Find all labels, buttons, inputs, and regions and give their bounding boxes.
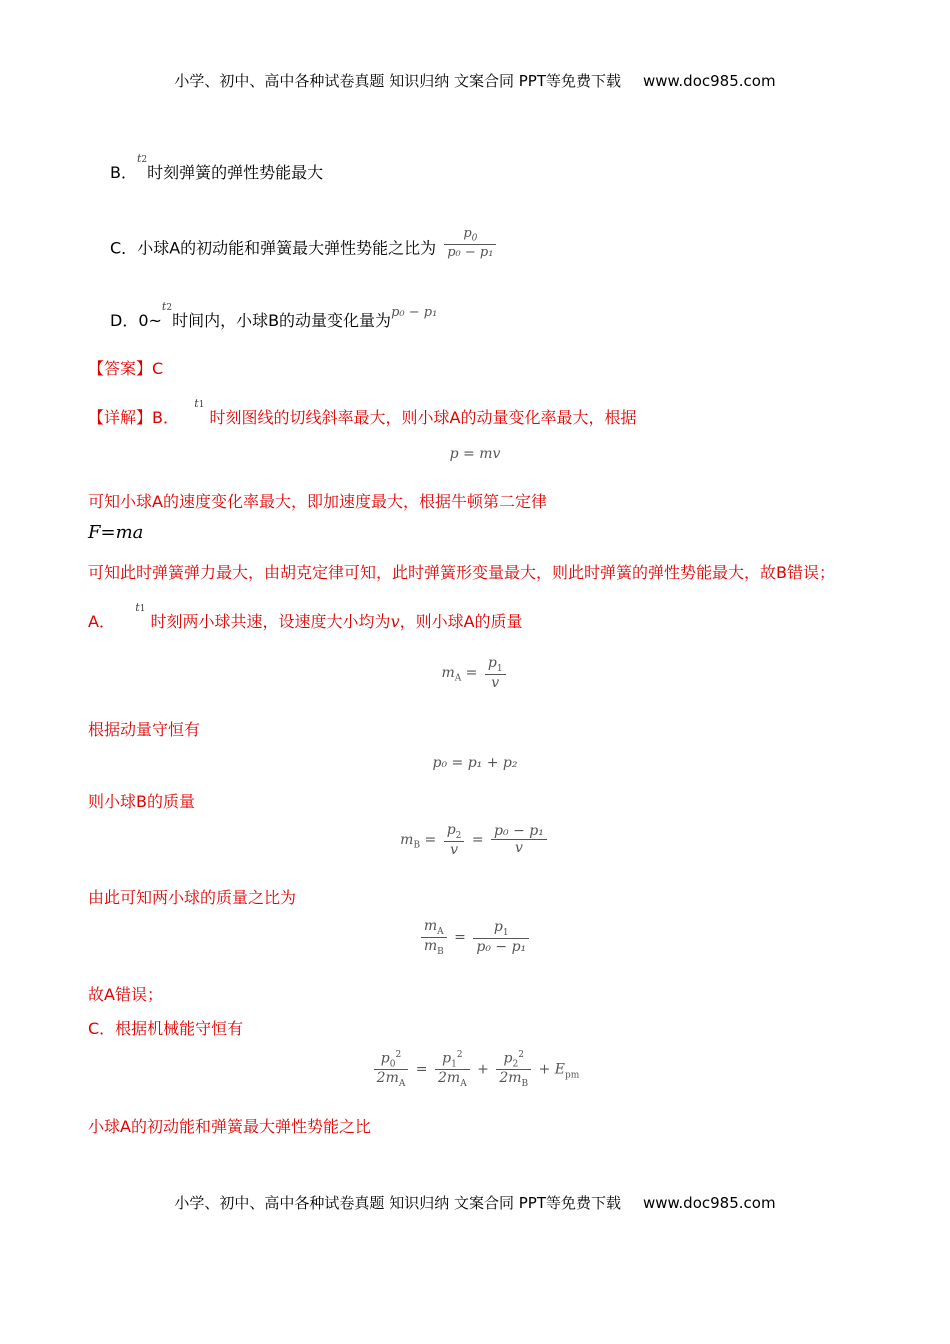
detail-a-text: 时刻两小球共速，设速度大小均为: [150, 612, 391, 631]
header-text: 小学、初中、高中各种试卷真题 知识归纳 文案合同 PPT等免费下载: [174, 72, 621, 90]
footer-site: www.doc985.com: [642, 1194, 776, 1212]
detail-a-var: t1: [135, 601, 146, 614]
detail-a-prefix: A．: [88, 612, 115, 631]
detail-b-var: t1: [194, 397, 205, 410]
option-b: [110, 152, 324, 183]
detail-b-prefix: B．: [152, 408, 179, 427]
detail-momentum: 根据动量守恒有: [88, 720, 201, 739]
detail-line3: 可知此时弹簧弹力最大，由胡克定律可知，此时弹簧形变量最大，则此时弹簧的弹性势能最大，故B错误；: [88, 563, 835, 582]
detail-b: [88, 397, 637, 428]
option-b-text: 时刻弹簧的弹性势能最大: [147, 163, 324, 182]
option-c: [110, 226, 499, 266]
detail-a-text2: ，则小球A的质量: [399, 612, 523, 631]
option-c-text: 小球A的初动能和弹簧最大弹性势能之比为: [137, 238, 437, 258]
footer-text: 小学、初中、高中各种试卷真题 知识归纳 文案合同 PPT等免费下载: [174, 1194, 621, 1212]
eq-ma: $m_A$ = $\frac{p_1}{v}$: [0, 655, 950, 691]
page-footer: [0, 1192, 950, 1213]
detail-mb: 则小球B的质量: [88, 792, 195, 811]
detail-label: 【详解】: [88, 408, 153, 427]
option-b-var: t2: [136, 152, 148, 165]
detail-a-wrong: 故A错误；: [88, 985, 163, 1004]
option-d-label: D．0~: [110, 311, 162, 330]
header-site: www.doc985.com: [642, 72, 776, 90]
detail-c: C．根据机械能守恒有: [88, 1019, 244, 1038]
detail-ratio: 由此可知两小球的质量之比为: [88, 888, 297, 907]
eq-f-ma: F=ma: [88, 522, 144, 543]
detail-last: 小球A的初动能和弹簧最大弹性势能之比: [88, 1117, 371, 1136]
option-c-fraction: $\frac{p_0}{\text{p₀ − p₁}}$: [444, 226, 496, 260]
eq-momentum: p₀ = p₁ + p₂: [432, 755, 518, 771]
option-d-expr: p₀ − p₁: [391, 305, 438, 320]
detail-b-text: 时刻图线的切线斜率最大，则小球A的动量变化率最大，根据: [209, 408, 637, 427]
page-header: [0, 70, 950, 91]
option-c-label: C．: [110, 238, 138, 258]
detail-a-v: v: [390, 612, 400, 631]
option-d-var: t2: [161, 300, 173, 313]
eq-mb: $m_B$ = $\frac{p_2}{v}$ = $\frac{\text{p₀ − p₁}}{v}$: [0, 822, 950, 858]
answer-label: 【答案】: [88, 359, 153, 378]
option-d: [110, 300, 438, 331]
option-b-label: B．: [110, 163, 137, 182]
option-d-text: 时间内，小球B的动量变化量为: [172, 311, 392, 330]
answer-value: C: [152, 359, 164, 378]
eq-ratio: $\frac{m_A}{m_B}$ = $\frac{p_1}{\text{p₀ − p₁}}$: [0, 918, 950, 957]
answer: [88, 356, 163, 379]
eq-energy: $\frac{p_0^2}{2m_A}$ = $\frac{p_1^2}{2m_A}$ + $\frac{p_2^2}{2m_B}$ + $E_{pm}$: [0, 1050, 950, 1089]
eq-p-mv: p = mv: [449, 446, 501, 462]
detail-a: [88, 601, 523, 632]
detail-line2: 可知小球A的速度变化率最大，即加速度最大，根据牛顿第二定律: [88, 492, 547, 511]
